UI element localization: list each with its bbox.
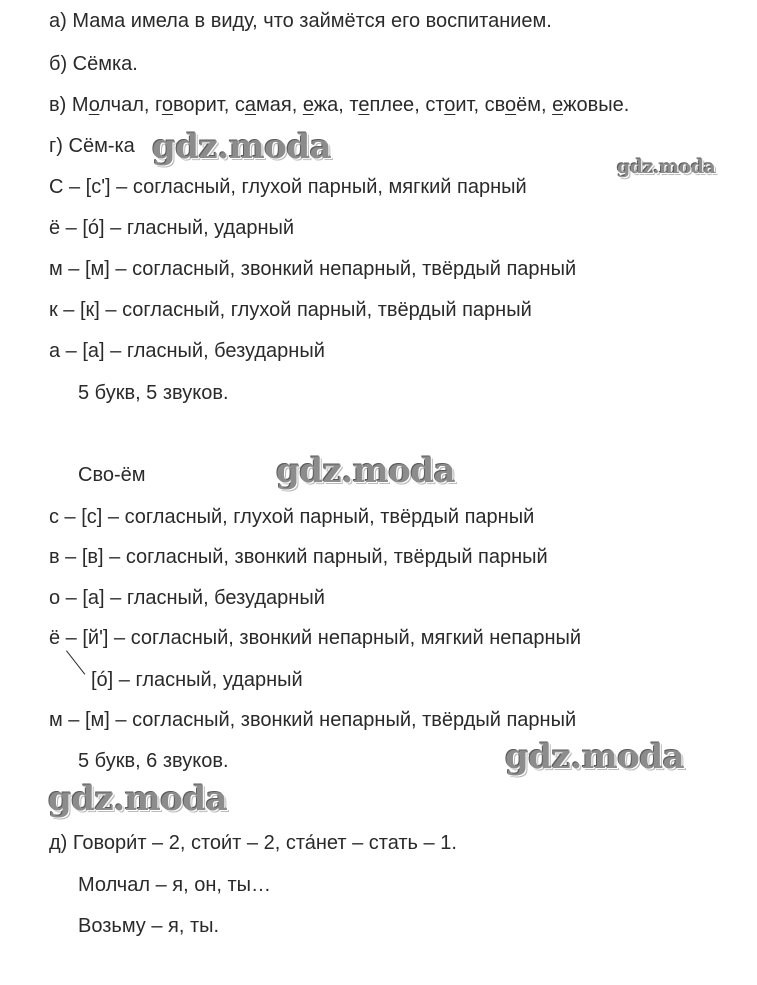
watermark-logo: gdz.moda [617, 156, 716, 178]
answer-v [49, 93, 629, 117]
phoneme-row: в – [в] – согласный, звонкий парный, твёрдый парный [49, 546, 548, 568]
word-part: лчал [99, 94, 144, 116]
phoneme-row: м – [м] – согласный, звонкий непарный, твёрдый парный [49, 709, 577, 731]
underlined-vowel: о [88, 94, 100, 116]
word-separator: , [338, 94, 350, 116]
word-part: М [71, 94, 89, 116]
word-part: г [155, 94, 162, 116]
word-separator: , [223, 94, 235, 116]
phoneme-row: с – [с] – согласный, глухой парный, твёрдый парный [49, 506, 535, 528]
phoneme-row: м – [м] – согласный, звонкий непарный, твёрдый парный [49, 258, 577, 280]
word-part: ит [455, 94, 474, 116]
word-separator: , [541, 94, 553, 116]
word-part: жа [313, 94, 339, 116]
answer-d-line: Молчал – я, он, ты… [78, 874, 272, 896]
underlined-vowel: е [358, 94, 370, 116]
word-part: мая [256, 94, 292, 116]
phoneme-row: [ó] – гласный, ударный [91, 669, 303, 691]
stressed-word [349, 94, 414, 116]
word-part: св [484, 94, 506, 116]
letters-sounds-summary: 5 букв, 5 звуков. [78, 382, 229, 404]
branch-line [66, 650, 85, 674]
answer-d: д) Говори́т – 2, стои́т – 2, ста́нет – стать – 1. [49, 832, 457, 854]
word-separator: , [473, 94, 485, 116]
watermark-logo: gdz.moda [152, 127, 332, 167]
letters-sounds-summary: 5 букв, 6 звуков. [78, 750, 229, 772]
underlined-vowel: е [302, 94, 314, 116]
stressed-word [72, 94, 144, 116]
answer-a: а) Мама имела в виду, что займётся его воспитанием. [49, 10, 552, 32]
underlined-vowel: о [505, 94, 517, 116]
word-separator: , [414, 94, 426, 116]
word-heading: Сво-ём [78, 464, 146, 486]
phoneme-row: о – [а] – гласный, безударный [49, 587, 325, 609]
word-part: плее [369, 94, 415, 116]
answer-d-line: Возьму – я, ты. [78, 915, 220, 937]
word-part: жовые. [563, 94, 630, 116]
phoneme-row: ё – [ó] – гласный, ударный [49, 217, 295, 239]
word-part: ворит [172, 94, 224, 116]
watermark-logo: gdz.moda [48, 779, 228, 819]
word-separator: , [143, 94, 155, 116]
stressed-word [552, 94, 629, 116]
word-part: с [234, 94, 245, 116]
answer-v-prefix: в) [49, 94, 72, 116]
underlined-vowel: о [161, 94, 173, 116]
phoneme-row: С – [с'] – согласный, глухой парный, мягкий парный [49, 176, 527, 198]
underlined-vowel: е [552, 94, 564, 116]
stressed-word [235, 94, 292, 116]
word-separator: , [291, 94, 303, 116]
stressed-word [155, 94, 224, 116]
answer-g-heading: г) Сём-ка [49, 135, 135, 157]
answer-b: б) Сёмка. [49, 53, 138, 75]
watermark-logo: gdz.moda [505, 737, 685, 777]
phoneme-row: к – [к] – согласный, глухой парный, твёрдый парный [49, 299, 532, 321]
word-part: ст [425, 94, 445, 116]
stressed-word [303, 94, 338, 116]
word-part: т [349, 94, 359, 116]
stressed-word [485, 94, 541, 116]
underlined-vowel: а [244, 94, 256, 116]
stressed-word [425, 94, 473, 116]
underlined-vowel: о [444, 94, 456, 116]
word-part: ём [516, 94, 542, 116]
phoneme-row: а – [а] – гласный, безударный [49, 340, 325, 362]
watermark-logo: gdz.moda [276, 451, 456, 491]
phoneme-row: ё – [й'] – согласный, звонкий непарный, мягкий непарный [49, 627, 582, 649]
